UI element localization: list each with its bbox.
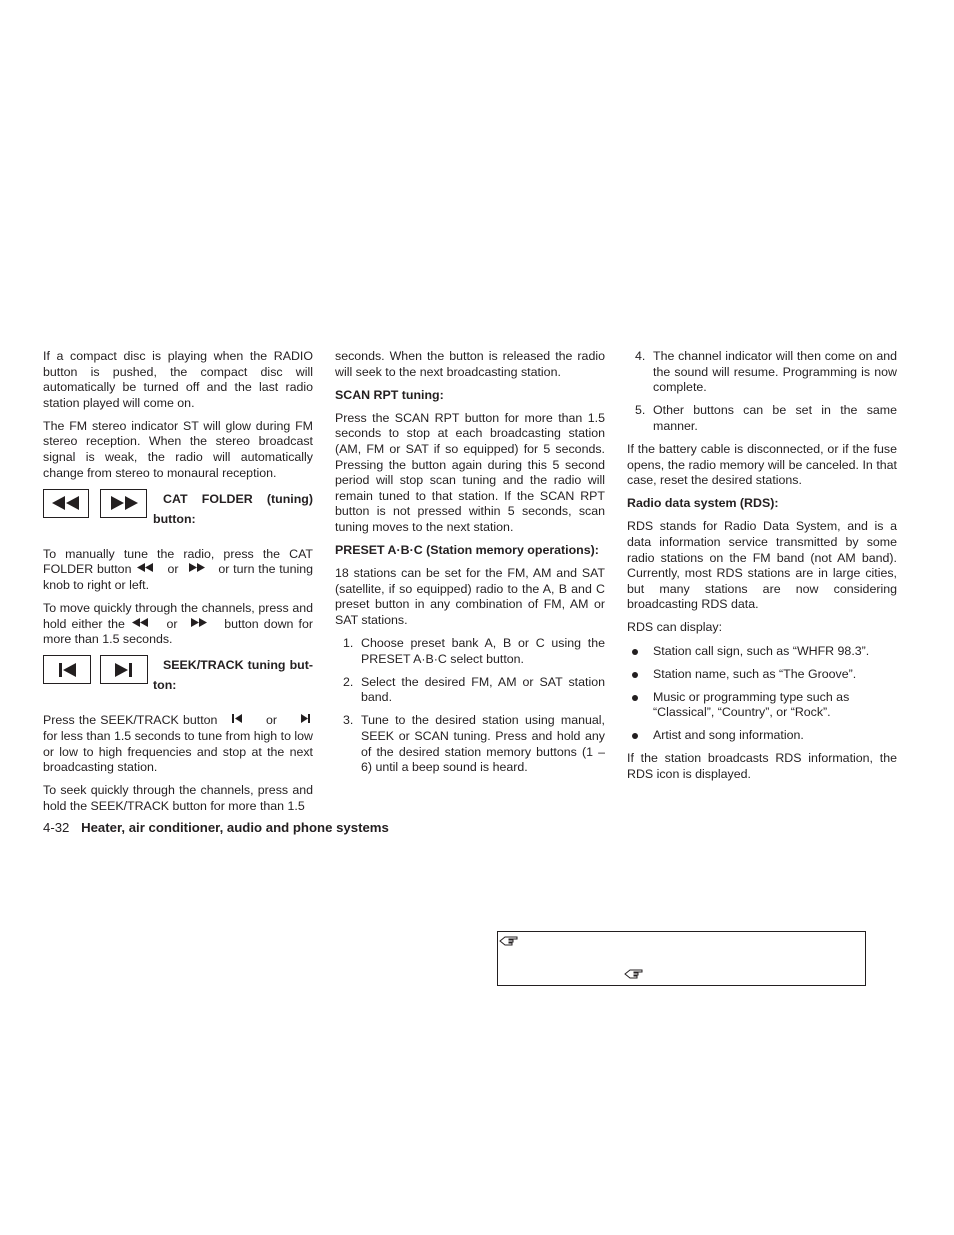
pointing-hand-icon <box>499 934 519 948</box>
list-item: Music or programming type such as “Classical”, “Country”, or “Rock”. <box>627 690 897 721</box>
list-item: 1. Choose preset bank A, B or C using the PRESET A·B·C select button. <box>343 636 605 666</box>
list-item: Station call sign, such as “WHFR 98.3”. <box>627 644 897 660</box>
fast-forward-icon <box>188 563 205 572</box>
preset-steps-list-continued <box>627 349 897 434</box>
preset-heading: PRESET A·B·C (Station memory operations): <box>335 543 599 558</box>
rewind-icon <box>51 496 81 510</box>
paragraph-cd-radio: If a compact disc is playing when the RADIO button is pushed, the compact disc will automatically be turned off and the last radio station played will come on. <box>43 349 313 410</box>
bullet-icon <box>632 733 638 739</box>
list-item: 5. Other buttons can be set in the same manner. <box>635 403 897 433</box>
paragraph-seek-press: Press the SEEK/TRACK button or for less than 1.5 seconds to tune from high to low or low to high frequencies and stop at the next broadcasting station. <box>43 713 313 775</box>
paragraph-move-quickly: To move quickly through the channels, press and hold either the or button down for more than 1.5 seconds. <box>43 601 314 647</box>
paragraph-rds: RDS stands for Radio Data System, and is a data information service transmitted by some radio stations on the FM band (not AM band). Currently, most RDS stations are in large cities, but many stations are now considering broadcasting RDS data. <box>627 519 897 612</box>
bullet-icon <box>632 649 638 655</box>
preset-steps-list <box>335 636 605 776</box>
bullet-icon <box>632 695 638 701</box>
paragraph-seek-hold: To seek quickly through the channels, press and hold the SEEK/TRACK button for more than 1.5 <box>43 783 313 813</box>
bullet-icon <box>632 672 638 678</box>
column-3 <box>627 349 897 790</box>
list-item: Station name, such as “The Groove”. <box>627 667 897 683</box>
rewind-icon <box>132 618 149 627</box>
list-item: 2. Select the desired FM, AM or SAT station band. <box>343 674 605 705</box>
page-footer <box>43 820 389 836</box>
list-item: 4. The channel indicator will then come on and the sound will resume. Programming is now complete. <box>635 349 897 395</box>
skip-forward-icon <box>114 663 134 677</box>
page-number: 4-32 <box>43 820 70 835</box>
paragraph-rds-icon: If the station broadcasts RDS information, the RDS icon is displayed. <box>627 751 897 782</box>
fast-forward-icon <box>190 618 207 627</box>
chapter-title: Heater, air conditioner, audio and phone systems <box>81 820 389 835</box>
skip-back-icon <box>57 663 77 677</box>
reference-note-box <box>497 931 866 986</box>
paragraph-scan-rpt: Press the SCAN RPT button for more than 1.5 seconds to stop at each broadcasting station (AM, FM or SAT if so equipped) for 5 seconds. Pressing the button again during this 5 second period will stop scan tuning and the radio will remain tuned to that station. If the SCAN RPT button is not pressed within 5 seconds, scan tuning moves to the next station. <box>335 410 605 534</box>
fast-forward-button-illustration <box>100 489 147 518</box>
rewind-button-illustration <box>43 489 89 518</box>
cat-folder-section <box>43 489 313 541</box>
list-item: 3. Tune to the desired station using manual, SEEK or SCAN tuning. Press and hold any of the desired station memory buttons (1 – 6) until a beep sound is heard. <box>343 713 605 775</box>
paragraph-preset: 18 stations can be set for the FM, AM and SAT (satellite, if so equipped) radio to the A, B and C preset button in any combination of FM, AM or SAT stations. <box>335 566 605 627</box>
rds-heading: Radio data system (RDS): <box>627 496 779 511</box>
paragraph-seek-release: seconds. When the button is released the radio will seek to the next broadcasting station. <box>335 349 605 379</box>
seek-track-section <box>43 655 313 707</box>
paragraph-fm-stereo: The FM stereo indicator ST will glow during FM stereo reception. When the stereo broadcast signal is weak, the radio will automatically change from stereo to monaural reception. <box>43 418 313 480</box>
skip-back-icon <box>232 714 243 723</box>
column-2 <box>335 349 605 783</box>
skip-back-button-illustration <box>43 655 91 684</box>
list-item: Artist and song information. <box>627 728 897 744</box>
rds-bullet-list <box>627 644 897 744</box>
cat-folder-heading: CAT FOLDER (tuning) button: <box>153 491 313 526</box>
fast-forward-icon <box>109 496 139 510</box>
paragraph-rds-display: RDS can display: <box>627 620 723 635</box>
rewind-icon <box>137 563 154 572</box>
scan-rpt-heading: SCAN RPT tuning: <box>335 387 444 402</box>
pointing-hand-icon <box>624 967 644 981</box>
skip-forward-icon <box>300 714 311 723</box>
skip-forward-button-illustration <box>100 655 148 684</box>
column-1 <box>43 349 313 822</box>
seek-track-heading: SEEK/TRACK tuning but- ton: <box>153 658 313 693</box>
paragraph-battery: If the battery cable is disconnected, or if the fuse opens, the radio memory will be canceled. In that case, reset the desired stations. <box>627 441 897 488</box>
paragraph-manual-tune: To manually tune the radio, press the CAT FOLDER button or or turn the tuning knob to right or left. <box>43 546 313 592</box>
